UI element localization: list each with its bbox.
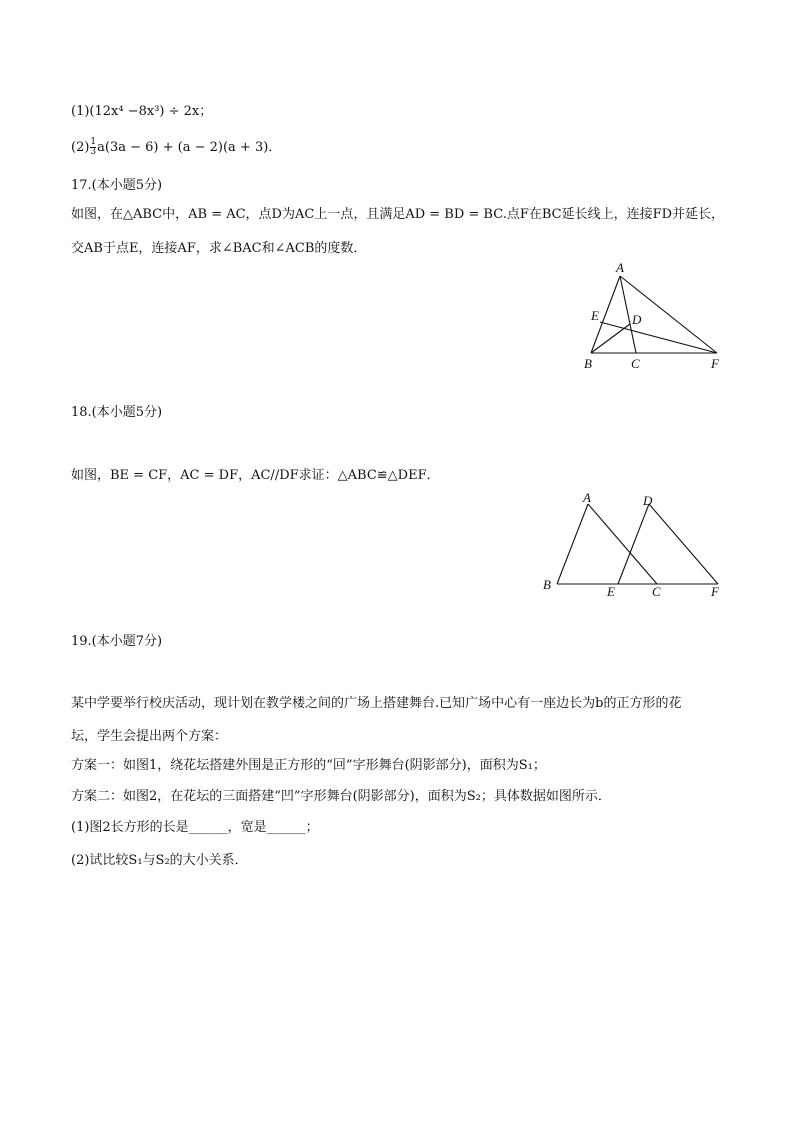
label-A: A [583, 490, 591, 505]
label-F: F [711, 356, 719, 371]
problem19-line1: 某中学要举行校庆活动，现计划在教学楼之间的广场上搭建舞台.已知广场中心有一座边长为b的正方形的花 [71, 696, 682, 711]
fraction [90, 138, 96, 157]
fraction-numerator: 1 [90, 137, 97, 147]
problem16-part2-rest: a(3a − 6) + (a − 2)(a + 3)． [97, 140, 282, 155]
problem19-line5: (1)图2长方形的长是______，宽是______； [71, 820, 319, 835]
problem17-header: 17.(本小题5分) [71, 178, 163, 193]
label-D: D [643, 493, 653, 508]
label-E: E [591, 308, 599, 323]
problem16-part2 [71, 138, 281, 158]
problem19-line3: 方案一：如图1，绕花坛搭建外围是正方形的“回”字形舞台(阴影部分)，面积为S₁； [71, 758, 546, 773]
problem19-line2: 坛，学生会提出两个方案： [71, 729, 228, 744]
problem18-statement: 如图，BE = CF，AC = DF，AC//DF求证：△ABC≌△DEF． [71, 468, 440, 483]
problem16-part1: (1)(12x⁴ −8x³) ÷ 2x； [71, 104, 213, 119]
problem18-header: 18.(本小题5分) [71, 405, 163, 420]
label-B: B [543, 577, 551, 592]
problem19-line6: (2)试比较S₁与S₂的大小关系． [71, 853, 248, 868]
triangle-figure-18 [538, 488, 728, 600]
label-E: E [607, 584, 615, 599]
problem19-header: 19.(本小题7分) [71, 634, 163, 649]
problem17-line1: 如图，在△ABC中，AB = AC，点D为AC上一点，且满足AD = BD = BC.点F在BC延长线上，连接FD并延长， [71, 207, 725, 222]
problem19-line4: 方案二：如图2，在花坛的三面搭建“凹”字形舞台(阴影部分)，面积为S₂；具体数据如图所示． [71, 789, 611, 804]
label-A: A [616, 260, 624, 275]
fraction-denominator: 3 [90, 147, 97, 157]
label-F: F [711, 584, 719, 599]
triangle-figure-17 [580, 258, 730, 374]
problem16-part2-prefix: (2) [71, 140, 90, 155]
label-D: D [632, 312, 642, 327]
label-C: C [631, 356, 640, 371]
problem17-figure [580, 258, 730, 374]
label-C: C [652, 584, 661, 599]
problem17-line2: 交AB于点E，连接AF，求∠BAC和∠ACB的度数． [71, 241, 367, 256]
label-B: B [584, 356, 592, 371]
problem18-figure [538, 488, 728, 600]
